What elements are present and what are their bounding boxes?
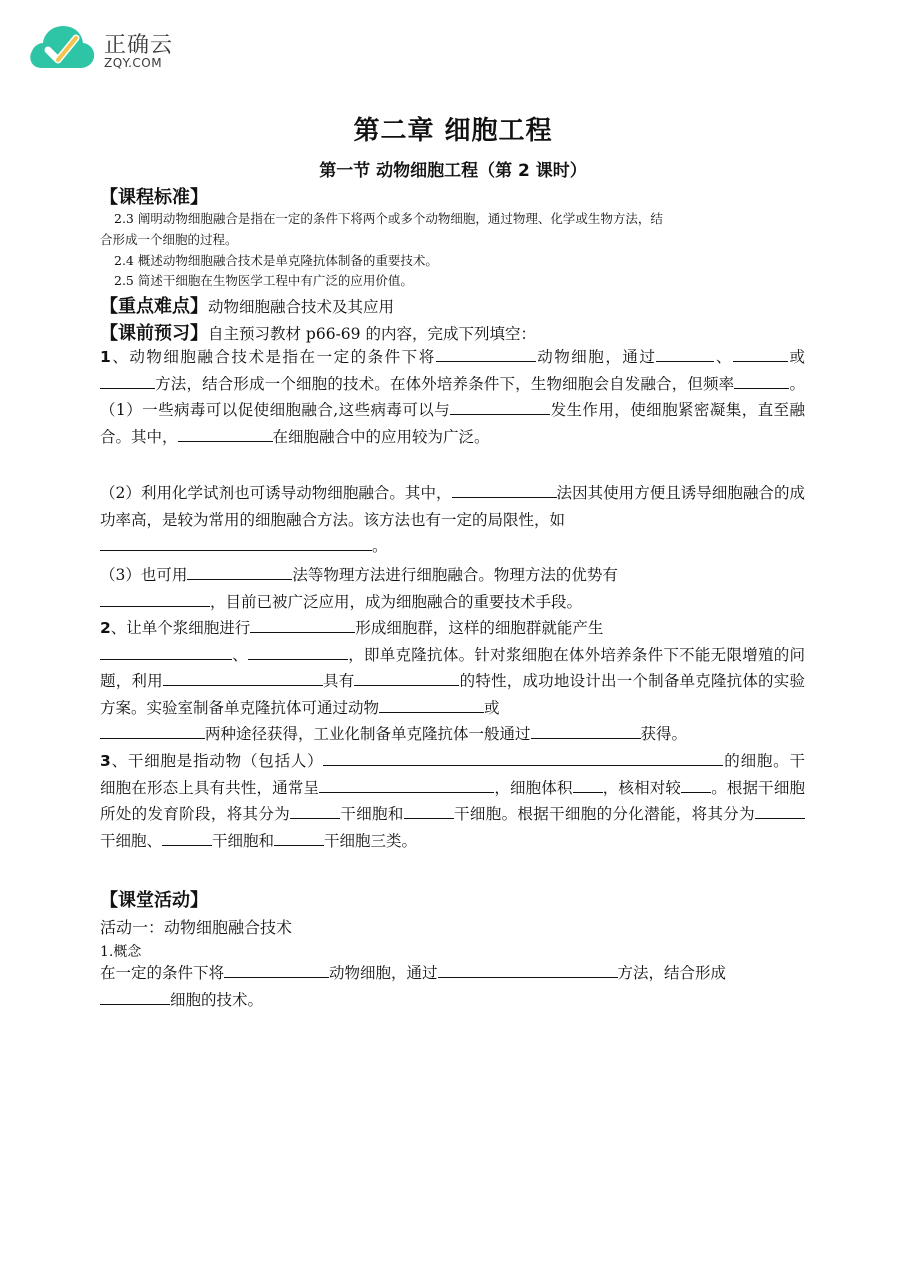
- standards-heading: 【课程标准】: [100, 187, 208, 208]
- fill-blank[interactable]: [274, 830, 324, 846]
- concept-text: 动物细胞，通过: [329, 964, 438, 982]
- section-subtitle: 第一节 动物细胞工程（第 2 课时）: [319, 161, 587, 181]
- activity-title: 活动一：动物细胞融合技术: [100, 918, 293, 937]
- question-number: 3: [100, 752, 111, 770]
- fill-blank[interactable]: [224, 962, 329, 978]
- question-3: [100, 748, 805, 854]
- fill-blank[interactable]: [681, 777, 711, 793]
- q3-text: 。根据干细胞所处的发育阶段，将其分为: [100, 778, 805, 823]
- q2-text: 获得。: [640, 725, 688, 743]
- fill-blank[interactable]: [436, 346, 536, 362]
- q1-text: 。: [372, 537, 388, 555]
- q3-text: 干细胞和: [340, 805, 404, 823]
- concept-text: 在一定的条件下将: [100, 964, 225, 982]
- q1-text: （2）利用化学试剂也可诱导动物细胞融合。其中，: [100, 484, 452, 502]
- brand-logo: [28, 22, 188, 74]
- chapter-title: 第二章 细胞工程: [353, 116, 553, 146]
- fill-blank[interactable]: [323, 750, 723, 766]
- question-number: 1: [100, 348, 111, 366]
- keypoints-heading: 【重点难点】: [100, 296, 208, 317]
- question-1: [100, 344, 805, 450]
- q1-text: 方法，结合形成一个细胞的技术。在体外培养条件下，生物细胞会自发融合，但频率: [155, 374, 735, 393]
- fill-blank[interactable]: [178, 426, 273, 442]
- classroom-heading: 【课堂活动】: [100, 890, 208, 911]
- q1-text: 动物细胞，通过: [535, 348, 657, 366]
- cloud-check-icon: [28, 24, 96, 72]
- fill-blank[interactable]: [100, 644, 232, 660]
- q3-text: 干细胞三类。: [324, 831, 418, 850]
- concept-fill: [100, 960, 805, 1013]
- q1-text: 、: [714, 348, 733, 366]
- q1-text: 法等物理方法进行细胞融合。物理方法的优势有: [292, 566, 618, 584]
- q3-text: 干细胞、: [100, 831, 163, 850]
- q2-text: 形成细胞群，这样的细胞群就能产生: [355, 619, 604, 637]
- standard-item: 合形成一个细胞的过程。: [100, 232, 238, 247]
- fill-blank[interactable]: [163, 670, 323, 686]
- q1-text: 在细胞融合中的应用较为广泛。: [272, 427, 490, 446]
- q1-text: ，目前已被广泛应用，成为细胞融合的重要技术手段。: [210, 592, 583, 611]
- q1-text: （3）也可用: [100, 566, 188, 584]
- fill-blank[interactable]: [379, 697, 484, 713]
- question-number: 2: [100, 619, 111, 637]
- q2-text: 具有: [322, 672, 355, 690]
- fill-blank[interactable]: [438, 962, 618, 978]
- q3-text: 的细胞。干细胞在形态上具有共性，通常呈: [100, 752, 805, 797]
- fill-blank[interactable]: [187, 564, 292, 580]
- q1-text: 或: [787, 348, 805, 366]
- q2-text: 、让单个浆细胞进行: [110, 619, 251, 637]
- preview-text: 自主预习教材 p66-69 的内容，完成下列填空：: [208, 325, 536, 343]
- fill-blank[interactable]: [404, 803, 454, 819]
- question-1-part-3: [100, 562, 805, 615]
- keypoints-text: 动物细胞融合技术及其应用: [208, 298, 395, 316]
- fill-blank[interactable]: [354, 670, 459, 686]
- q2-text: 两种途径获得，工业化制备单克隆抗体一般通过: [205, 725, 531, 743]
- fill-blank[interactable]: [531, 723, 641, 739]
- fill-blank[interactable]: [100, 723, 205, 739]
- preview-heading: 【课前预习】: [100, 323, 208, 344]
- q1-text: 。（1）一些病毒可以促使细胞融合,这些病毒可以与: [100, 374, 805, 419]
- fill-blank[interactable]: [100, 535, 372, 551]
- fill-blank[interactable]: [656, 346, 714, 362]
- fill-blank[interactable]: [100, 989, 170, 1005]
- brand-site: ZQY.COM: [104, 56, 163, 70]
- concept-label: 1.概念: [100, 944, 142, 960]
- question-1-part-2: [100, 480, 805, 560]
- q2-text: 的特性，成功地设计出一个制备单克隆抗体的实验方案。实验室制备单克隆抗体可通过动物: [100, 672, 805, 717]
- standard-item: 2.4 概述动物细胞融合技术是单克隆抗体制备的重要技术。: [114, 253, 438, 268]
- fill-blank[interactable]: [290, 803, 340, 819]
- q3-text: ，核相对较: [602, 778, 682, 797]
- standard-item: 2.3 阐明动物细胞融合是指在一定的条件下将两个或多个动物细胞，通过物理、化学或生物方法，结: [114, 211, 663, 226]
- standard-item: 2.5 简述干细胞在生物医学工程中有广泛的应用价值。: [114, 273, 413, 288]
- fill-blank[interactable]: [755, 803, 805, 819]
- q2-text: 、: [232, 645, 249, 664]
- q2-text: 或: [484, 698, 500, 717]
- q3-text: 干细胞。根据干细胞的分化潜能，将其分为: [453, 805, 755, 823]
- q3-text: ，细胞体积: [494, 778, 573, 797]
- keypoints-row: [100, 292, 394, 318]
- q3-text: 、干细胞是指动物（包括人）: [110, 752, 324, 770]
- fill-blank[interactable]: [100, 373, 155, 389]
- fill-blank[interactable]: [733, 346, 788, 362]
- concept-text: 方法，结合形成: [617, 964, 727, 982]
- fill-blank[interactable]: [450, 399, 550, 415]
- concept-text: 细胞的技术。: [170, 990, 264, 1009]
- q1-text: 、动物细胞融合技术是指在一定的条件下将: [110, 348, 436, 366]
- fill-blank[interactable]: [250, 617, 355, 633]
- fill-blank[interactable]: [248, 644, 348, 660]
- fill-blank[interactable]: [319, 777, 494, 793]
- q1-text: 发生作用，使细胞紧密凝集，直至融合。其中，: [100, 401, 805, 446]
- q3-text: 干细胞和: [212, 831, 275, 850]
- q1-text: 法因其使用方便且诱导细胞融合的成功率高，是较为常用的细胞融合方法。该方法也有一定的局限性，如: [100, 484, 805, 529]
- fill-blank[interactable]: [734, 373, 789, 389]
- q2-text: ，即单克隆抗体。针对浆细胞在体外培养条件下不能无限增殖的问题，利用: [100, 645, 805, 690]
- brand-name: 正确云: [104, 33, 174, 58]
- fill-blank[interactable]: [573, 777, 603, 793]
- fill-blank[interactable]: [162, 830, 212, 846]
- question-2: [100, 615, 805, 748]
- fill-blank[interactable]: [452, 482, 557, 498]
- fill-blank[interactable]: [100, 591, 210, 607]
- preview-row: [100, 319, 536, 345]
